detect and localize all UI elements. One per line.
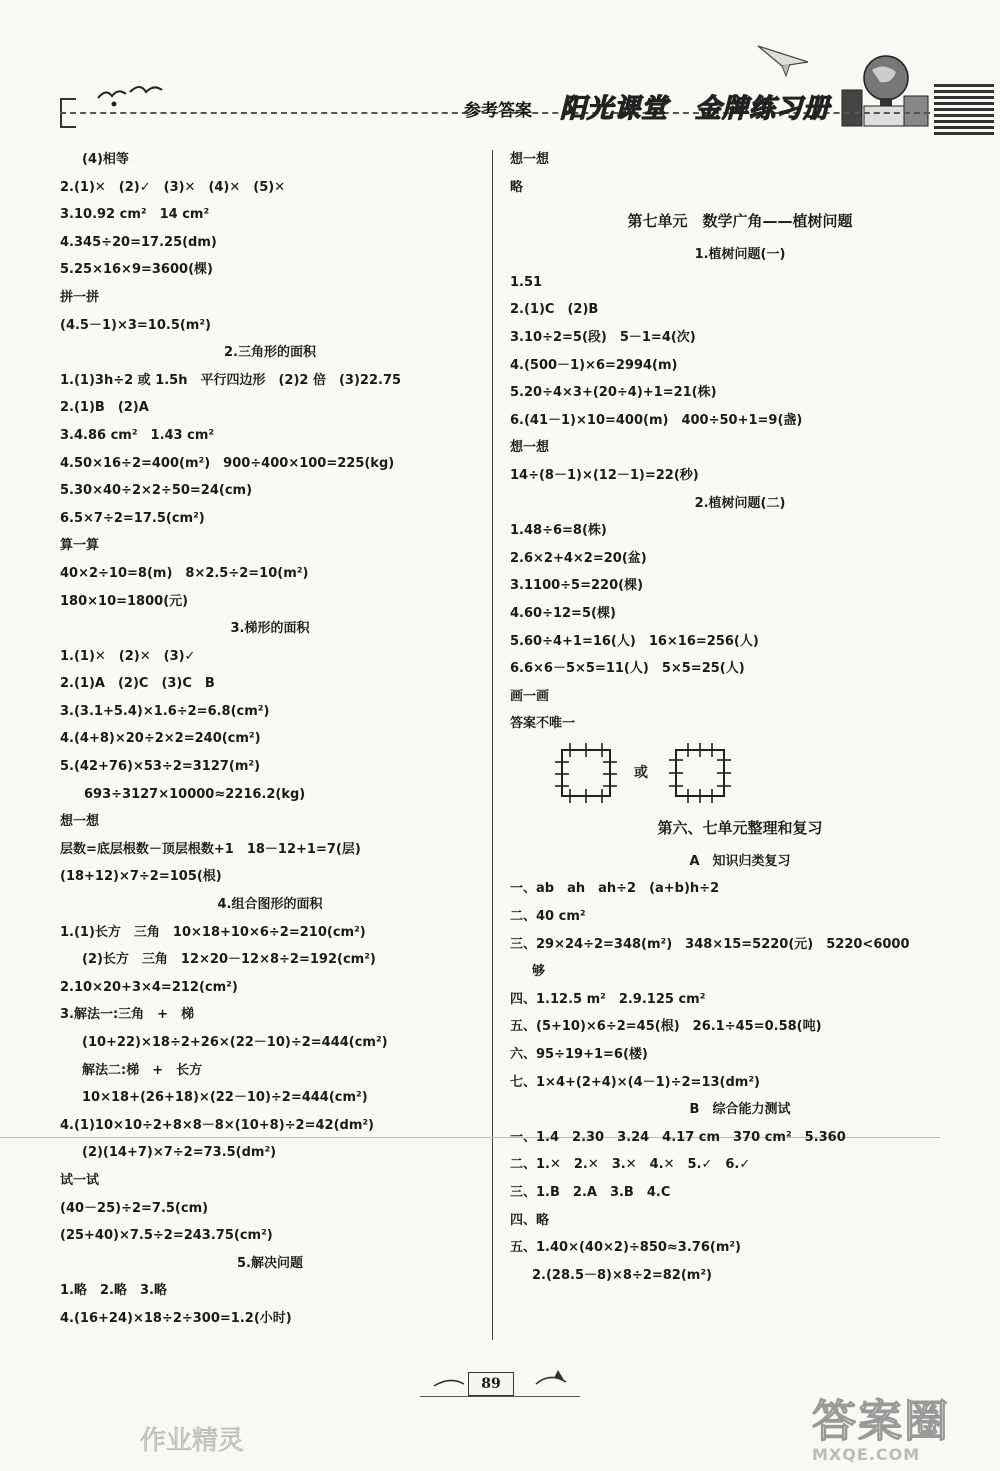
answer-line: 14÷(8－1)×(12－1)=22(秒): [510, 467, 699, 483]
answer-line: 3.10.92 cm² 14 cm²: [60, 207, 210, 223]
answer-line: 5.(42+76)×53÷2=3127(m²): [60, 759, 261, 775]
page-header: [0, 0, 1000, 140]
answer-line: 3.(3.1+5.4)×1.6÷2=6.8(cm²): [60, 703, 270, 719]
answer-line: 三、1.B 2.A 3.B 4.C: [510, 1185, 671, 1200]
stamp-text: 作业精灵: [140, 1426, 245, 1456]
answer-line: 1.略 2.略 3.略: [60, 1283, 167, 1299]
answer-line: 3.10÷2=5(段) 5－1=4(次): [510, 329, 696, 345]
square-fence-figure-1: [550, 740, 622, 806]
globe-desk-icon: [836, 50, 932, 130]
answer-line: 4.(1)10×10÷2+8×8－8×(10+8)÷2=42(dm²): [60, 1117, 374, 1133]
answer-line: 2.(1)C (2)B: [510, 302, 599, 318]
answer-line: (10+22)×18÷2+26×(22－10)÷2=444(cm²): [82, 1035, 388, 1050]
watermark-url: MXQE.COM: [812, 1445, 921, 1464]
answer-line: 5.25×16×9=3600(棵): [60, 262, 213, 278]
answer-line: 6.5×7÷2=17.5(cm²): [60, 510, 205, 526]
answer-line: (40－25)÷2=7.5(cm): [60, 1200, 209, 1216]
section-heading: A 知识归类复习: [689, 853, 791, 869]
exercise-heading: 想一想: [510, 440, 550, 456]
left-column: [60, 146, 480, 1333]
section-heading: 2.三角形的面积: [224, 345, 316, 361]
drawing-answer: [510, 738, 970, 808]
answer-line: 解法二:梯 + 长方: [82, 1062, 203, 1078]
answer-line: 3.1100÷5=220(棵): [510, 578, 644, 594]
header-brand: 阳光课堂 金牌练习册: [560, 94, 831, 124]
exercise-heading: 试一试: [60, 1172, 100, 1188]
answer-line: 1.(1)✕ (2)✕ (3)✓: [60, 648, 196, 664]
exercise-heading: 想一想: [510, 152, 550, 167]
right-section-tree-planting: [510, 241, 970, 738]
answer-line: 五、(5+10)×6÷2=45(根) 26.1÷45=0.58(吨): [510, 1019, 822, 1035]
answer-line: 2.6×2+4×2=20(盆): [510, 550, 647, 566]
answer-line: 1.(1)3h÷2 或 1.5h 平行四边形 (2)2 倍 (3)22.75: [60, 372, 402, 388]
answer-line: (18+12)×7÷2=105(根): [60, 869, 222, 885]
answer-line: 2.(28.5－8)×8÷2=82(m²): [532, 1267, 712, 1283]
birds-icon: [96, 80, 166, 110]
answer-line: 七、1×4+(2+4)×(4－1)÷2=13(dm²): [510, 1074, 760, 1090]
answer-line: 2.(1)✕ (2)✓ (3)✕ (4)✕ (5)✕: [60, 179, 286, 195]
header-label: 参考答案: [464, 101, 532, 121]
right-section-think: [510, 146, 970, 201]
answer-line: 2.(1)A (2)C (3)C B: [60, 676, 215, 692]
review-title: 第六、七单元整理和复习: [657, 818, 823, 837]
answer-line: 693÷3127×10000≈2216.2(kg): [84, 786, 306, 802]
answer-line: 四、1.12.5 m² 2.9.125 cm²: [510, 991, 706, 1007]
answer-line: (4)相等: [82, 152, 129, 167]
answer-line: 2.(1)B (2)A: [60, 400, 149, 416]
answer-line: 五、1.40×(40×2)÷850≈3.76(m²): [510, 1240, 741, 1256]
answer-line: 4.345÷20=17.25(dm): [60, 234, 217, 250]
figure-or-label: 或: [634, 764, 648, 781]
answer-line: 3.4.86 cm² 1.43 cm²: [60, 427, 215, 443]
paper-plane-icon: [756, 40, 816, 80]
answer-line: 略: [510, 179, 524, 195]
unit-seven-title: 第七单元 数学广角——植树问题: [627, 212, 853, 231]
answer-line: 5.60÷4+1=16(人) 16×16=256(人): [510, 633, 759, 649]
section-heading: 2.植树问题(二): [694, 495, 786, 511]
answer-line: 180×10=1800(元): [60, 593, 189, 609]
exercise-heading: 算一算: [60, 538, 100, 554]
square-fence-figure-2: [664, 740, 736, 806]
answer-line: 2.10×20+3×4=212(cm²): [60, 979, 238, 995]
answer-line: 1.51: [510, 274, 543, 290]
answer-line: 六、95÷19+1=6(楼): [510, 1047, 648, 1063]
section-heading: B 综合能力测试: [689, 1102, 791, 1118]
answer-line: 四、略: [510, 1212, 550, 1228]
answer-line: 6.(41－1)×10=400(m) 400÷50+1=9(盏): [510, 412, 803, 428]
answer-line: 层数=底层根数－顶层根数+1 18－12+1=7(层): [60, 841, 361, 857]
answer-line: 二、1.✕ 2.✕ 3.✕ 4.✕ 5.✓ 6.✓: [510, 1157, 751, 1173]
column-divider: [492, 150, 493, 1340]
answer-line: (25+40)×7.5÷2=243.75(cm²): [60, 1228, 273, 1244]
footer-line: [420, 1396, 580, 1397]
section-heading: 1.植树问题(一): [694, 247, 786, 263]
answer-line: 1.(1)长方 三角 10×18+10×6÷2=210(cm²): [60, 924, 366, 940]
answer-line: 二、40 cm²: [510, 909, 586, 925]
answer-line: 1.48÷6=8(株): [510, 523, 607, 539]
answer-line: 40×2÷10=8(m) 8×2.5÷2=10(m²): [60, 565, 309, 581]
answer-line: 10×18+(26+18)×(22－10)÷2=444(cm²): [82, 1090, 368, 1106]
watermark: [812, 1385, 982, 1465]
section-heading: 4.组合图形的面积: [217, 897, 323, 913]
answer-line: 一、1.4 2.30 3.24 4.17 cm 370 cm² 5.360: [510, 1129, 846, 1145]
answer-line: 三、29×24÷2=348(m²) 348×15=5220(元) 5220<6000: [510, 936, 910, 952]
exercise-heading: 画一画: [510, 688, 550, 704]
watermark-logo: 答案圈: [812, 1396, 950, 1447]
answer-line: (2)长方 三角 12×20－12×8÷2=192(cm²): [82, 952, 376, 968]
section-heading: 3.梯形的面积: [230, 621, 310, 637]
answer-line: 够: [532, 964, 546, 980]
right-section-review: [510, 848, 970, 1290]
answer-line: (4.5－1)×3=10.5(m²): [60, 317, 211, 333]
header-stripes: [934, 84, 994, 144]
answer-line: 3.解法一:三角 + 梯: [60, 1007, 195, 1023]
exercise-heading: 拼一拼: [60, 289, 100, 305]
answer-line: 一、ab ah ah÷2 (a+b)h÷2: [510, 881, 720, 897]
section-heading: 5.解决问题: [237, 1255, 303, 1271]
exercise-heading: 想一想: [60, 814, 100, 830]
page-number: 89: [468, 1372, 514, 1396]
page-footer: [400, 1372, 600, 1402]
answer-line: 5.30×40÷2×2÷50=24(cm): [60, 483, 253, 499]
answer-line: 4.50×16÷2=400(m²) 900÷400×100=225(kg): [60, 455, 395, 471]
answer-line: 4.(16+24)×18÷2÷300=1.2(小时): [60, 1310, 292, 1326]
answer-line: 4.(4+8)×20÷2×2=240(cm²): [60, 731, 261, 747]
answer-line: 6.6×6－5×5=11(人) 5×5=25(人): [510, 661, 745, 677]
right-column: [510, 146, 970, 1289]
answer-line: 答案不唯一: [510, 716, 576, 732]
answer-line: 5.20÷4×3+(20÷4)+1=21(株): [510, 385, 717, 401]
answer-line: 4.(500－1)×6=2994(m): [510, 357, 678, 373]
answer-line: 4.60÷12=5(棵): [510, 605, 616, 621]
answer-line: (2)(14+7)×7÷2=73.5(dm²): [82, 1145, 277, 1161]
